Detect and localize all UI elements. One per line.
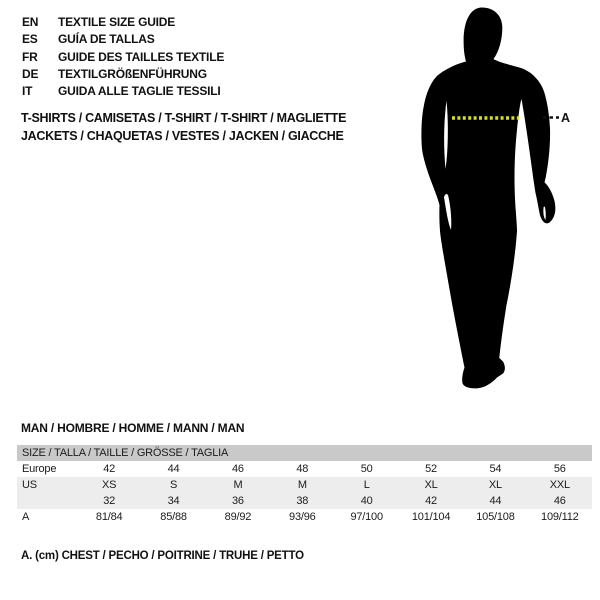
table-cell: XXL (528, 477, 592, 493)
lang-row-it (22, 83, 224, 100)
table-cell: 36 (206, 493, 270, 509)
lang-row-en (22, 14, 224, 31)
table-cell: M (206, 477, 270, 493)
man-silhouette-path (421, 8, 555, 389)
table-cell: XS (77, 477, 141, 493)
table-cell: 109/112 (541, 511, 579, 523)
row-label: US (17, 477, 77, 493)
row-label (17, 493, 77, 509)
table-cell: 46 (232, 463, 244, 475)
table-cell: 50 (360, 463, 373, 475)
table-cell: 42 (399, 493, 463, 509)
table-cell: 48 (296, 463, 309, 475)
lang-row-de (22, 66, 224, 83)
table-cell: 85/88 (160, 511, 187, 523)
row-label: A (22, 511, 30, 523)
table-cell: 89/92 (224, 511, 252, 523)
language-guide (22, 14, 224, 100)
table-header: SIZE / TALLA / TAILLE / GRÖSSE / TAGLIA (17, 445, 592, 461)
table-cell: 52 (425, 463, 437, 475)
lang-label: GUIDE DES TAILLES TEXTILE (58, 49, 225, 64)
lang-code: ES (22, 32, 38, 47)
table-cell: XL (399, 477, 463, 493)
lang-label: GUÍA DE TALLAS (58, 32, 155, 47)
table-cell: M (270, 477, 334, 493)
lang-row-fr (22, 49, 224, 66)
table-cell: 44 (463, 493, 527, 509)
table-cell: S (141, 477, 205, 493)
table-row-europe (17, 461, 592, 477)
table-header-row (17, 445, 592, 461)
table-cell: 93/96 (289, 511, 316, 523)
table-cell: 38 (270, 493, 334, 509)
lang-label: TEXTILE SIZE GUIDE (58, 15, 176, 29)
table-cell: L (335, 477, 399, 493)
table-cell: 32 (77, 493, 141, 509)
category-lines (21, 110, 346, 145)
table-row-us (17, 477, 592, 493)
table-cell: 105/108 (476, 511, 515, 523)
lang-code: EN (22, 15, 39, 29)
table-cell: 44 (167, 463, 180, 475)
man-silhouette-svg (395, 5, 600, 405)
lang-code: FR (22, 49, 38, 64)
row-label: Europe (22, 463, 57, 475)
table-cell: 81/84 (95, 511, 123, 523)
size-table (17, 445, 592, 525)
table-row-chest-cm (17, 509, 592, 525)
table-cell: 56 (553, 463, 566, 475)
table-cell: 46 (528, 493, 592, 509)
table-row-us-numeric (17, 493, 592, 509)
lang-row-es (22, 31, 224, 48)
lang-label: GUIDA ALLE TAGLIE TESSILI (58, 84, 221, 99)
table-cell: 54 (489, 463, 502, 475)
measure-label-a: A (561, 111, 570, 125)
category-line-tshirts: T-SHIRTS / CAMISETAS / T-SHIRT / T-SHIRT / MAGLIETTE (21, 111, 347, 125)
man-silhouette-figure (395, 5, 600, 405)
table-cell: 42 (103, 463, 116, 475)
table-cell: 97/100 (350, 511, 383, 523)
lang-code: IT (22, 84, 33, 99)
section-title-man: MAN / HOMBRE / HOMME / MANN / MAN (21, 421, 245, 435)
table-cell: XL (463, 477, 527, 493)
category-line-jackets: JACKETS / CHAQUETAS / VESTES / JACKEN / GIACCHE (21, 128, 344, 143)
table-cell: 40 (335, 493, 399, 509)
lang-label: TEXTILGRÖßENFÜHRUNG (58, 66, 207, 81)
lang-code: DE (22, 66, 39, 81)
table-cell: 34 (141, 493, 205, 509)
footnote-chest-legend: A. (cm) CHEST / PECHO / POITRINE / TRUHE / PETTO (21, 550, 304, 562)
table-cell: 101/104 (411, 511, 451, 523)
